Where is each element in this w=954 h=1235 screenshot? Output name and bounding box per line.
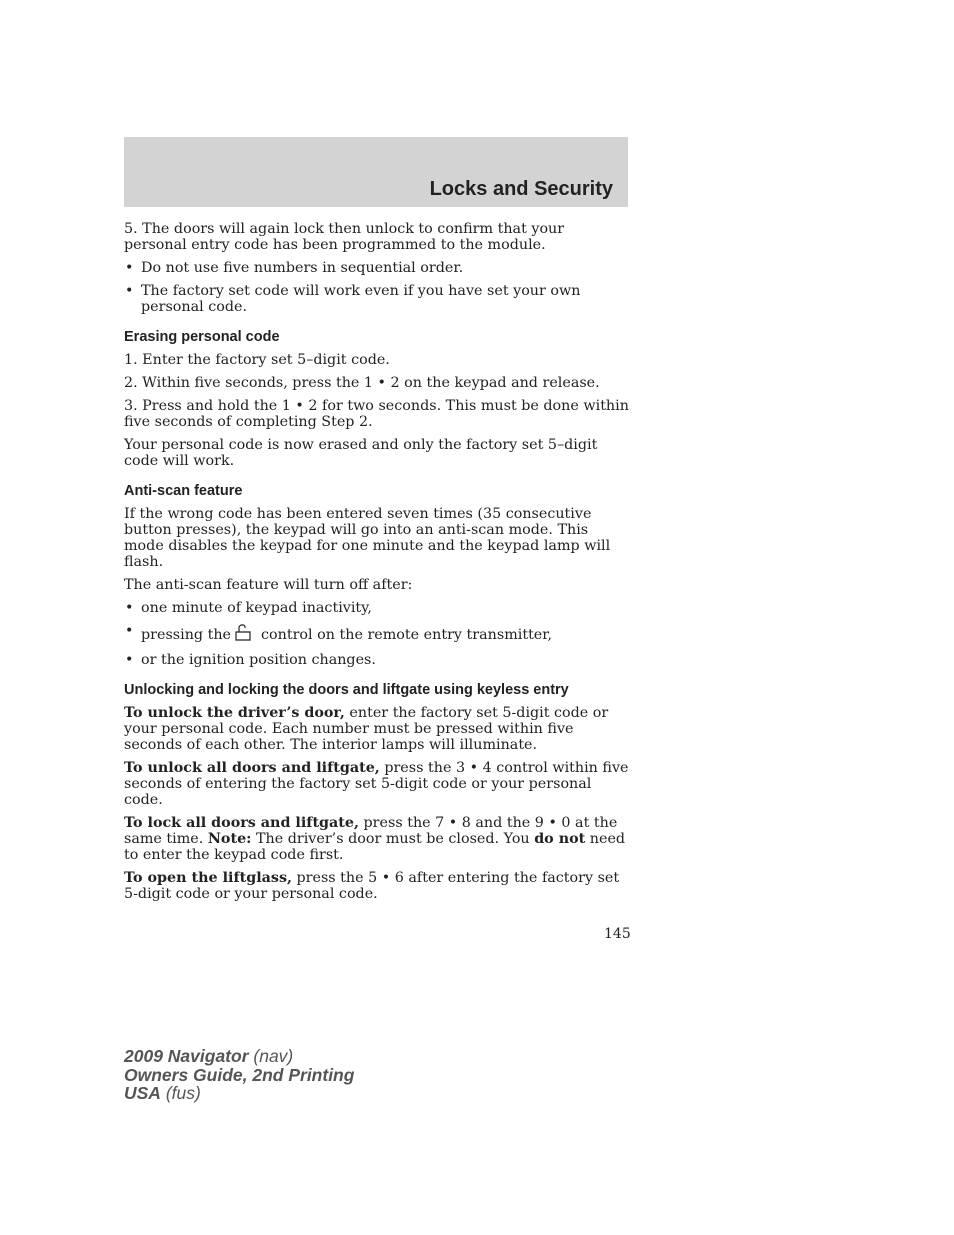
bullet-text: one minute of keypad inactivity, bbox=[141, 600, 372, 616]
erasing-note: Your personal code is now erased and only the factory set 5–digit code will work. bbox=[124, 437, 598, 469]
keyless-paragraph bbox=[124, 870, 630, 902]
erasing-step: 1. Enter the factory set 5–digit code. bbox=[124, 352, 390, 368]
bullet-item bbox=[124, 260, 630, 276]
erasing-step: 3. Press and hold the 1 • 2 for two seconds. This must be done within five seconds of completing Step 2. bbox=[124, 398, 629, 430]
footer-text: (nav) bbox=[248, 1046, 294, 1066]
bold-lead: To unlock all doors and liftgate, bbox=[124, 760, 380, 776]
step-5-text: 5. The doors will again lock then unlock to confirm that your personal entry code has been programmed to the module. bbox=[124, 221, 565, 253]
page-content bbox=[124, 221, 630, 909]
paragraph-text: The driver’s door must be closed. You bbox=[251, 831, 535, 847]
page-number: 145 bbox=[604, 926, 631, 942]
bullet-text: pressing the bbox=[141, 627, 232, 643]
keyless-heading: Unlocking and locking the doors and liftgate using keyless entry bbox=[124, 682, 569, 698]
bullet-text: The factory set code will work even if you have set your own personal code. bbox=[141, 283, 581, 315]
bold-lead: To unlock the driver’s door, bbox=[124, 705, 345, 721]
bullet-item bbox=[124, 600, 630, 616]
footer-bold: USA bbox=[124, 1083, 161, 1103]
keyless-paragraph bbox=[124, 705, 630, 753]
paragraph-text: need to enter the keypad code first. bbox=[124, 831, 626, 863]
bullet-text: or the ignition position changes. bbox=[141, 652, 376, 668]
paragraph-text: press the 3 • 4 control within five seconds of entering the factory set 5-digit code or your personal code. bbox=[124, 760, 629, 808]
antiscan-paragraph: If the wrong code has been entered seven times (35 consecutive button presses), the keypad will go into an anti-scan mode. This mode disables the keypad for one minute and the keypad lamp will flash. bbox=[124, 506, 611, 570]
paragraph-text: press the 7 • 8 and the 9 • 0 at the same time. bbox=[124, 815, 618, 847]
erasing-heading: Erasing personal code bbox=[124, 329, 280, 345]
keyless-paragraph bbox=[124, 760, 630, 808]
bullet-item bbox=[124, 623, 630, 645]
bullet-item bbox=[124, 283, 630, 315]
section-header-band bbox=[124, 137, 628, 207]
bullet-icon: • bbox=[125, 283, 134, 299]
paragraph-text: press the 5 • 6 after entering the factory set 5-digit code or your personal code. bbox=[124, 870, 620, 902]
footer-bold: 2009 Navigator bbox=[124, 1046, 249, 1066]
bullet-text: Do not use five numbers in sequential order. bbox=[141, 260, 464, 276]
bullet-icon: • bbox=[125, 623, 134, 639]
antiscan-heading: Anti-scan feature bbox=[124, 483, 243, 499]
emphasis-text: do not bbox=[534, 831, 586, 847]
footer-line bbox=[124, 1084, 354, 1103]
bullet-icon: • bbox=[125, 260, 134, 276]
bold-lead: To open the liftglass, bbox=[124, 870, 292, 886]
unlock-icon bbox=[235, 623, 251, 645]
footer-bold: Owners Guide, 2nd Printing bbox=[124, 1064, 355, 1085]
bold-lead: To lock all doors and liftgate, bbox=[124, 815, 359, 831]
bullet-item bbox=[124, 652, 630, 668]
bullet-icon: • bbox=[125, 652, 134, 668]
bullet-icon: • bbox=[125, 600, 134, 616]
erasing-step: 2. Within five seconds, press the 1 • 2 on the keypad and release. bbox=[124, 375, 600, 391]
footer-line bbox=[124, 1047, 354, 1066]
antiscan-paragraph: The anti-scan feature will turn off after: bbox=[124, 577, 413, 593]
note-label: Note: bbox=[207, 831, 252, 847]
keyless-paragraph bbox=[124, 815, 630, 863]
footer bbox=[124, 1047, 354, 1103]
bullet-text: control on the remote entry transmitter, bbox=[261, 627, 553, 643]
footer-text: (fus) bbox=[160, 1083, 201, 1103]
section-title: Locks and Security bbox=[429, 178, 613, 200]
paragraph-text: enter the factory set 5-digit code or your personal code. Each number must be pressed within five seconds of each other. The interior lamps will illuminate. bbox=[124, 705, 609, 753]
footer-line bbox=[124, 1066, 354, 1085]
